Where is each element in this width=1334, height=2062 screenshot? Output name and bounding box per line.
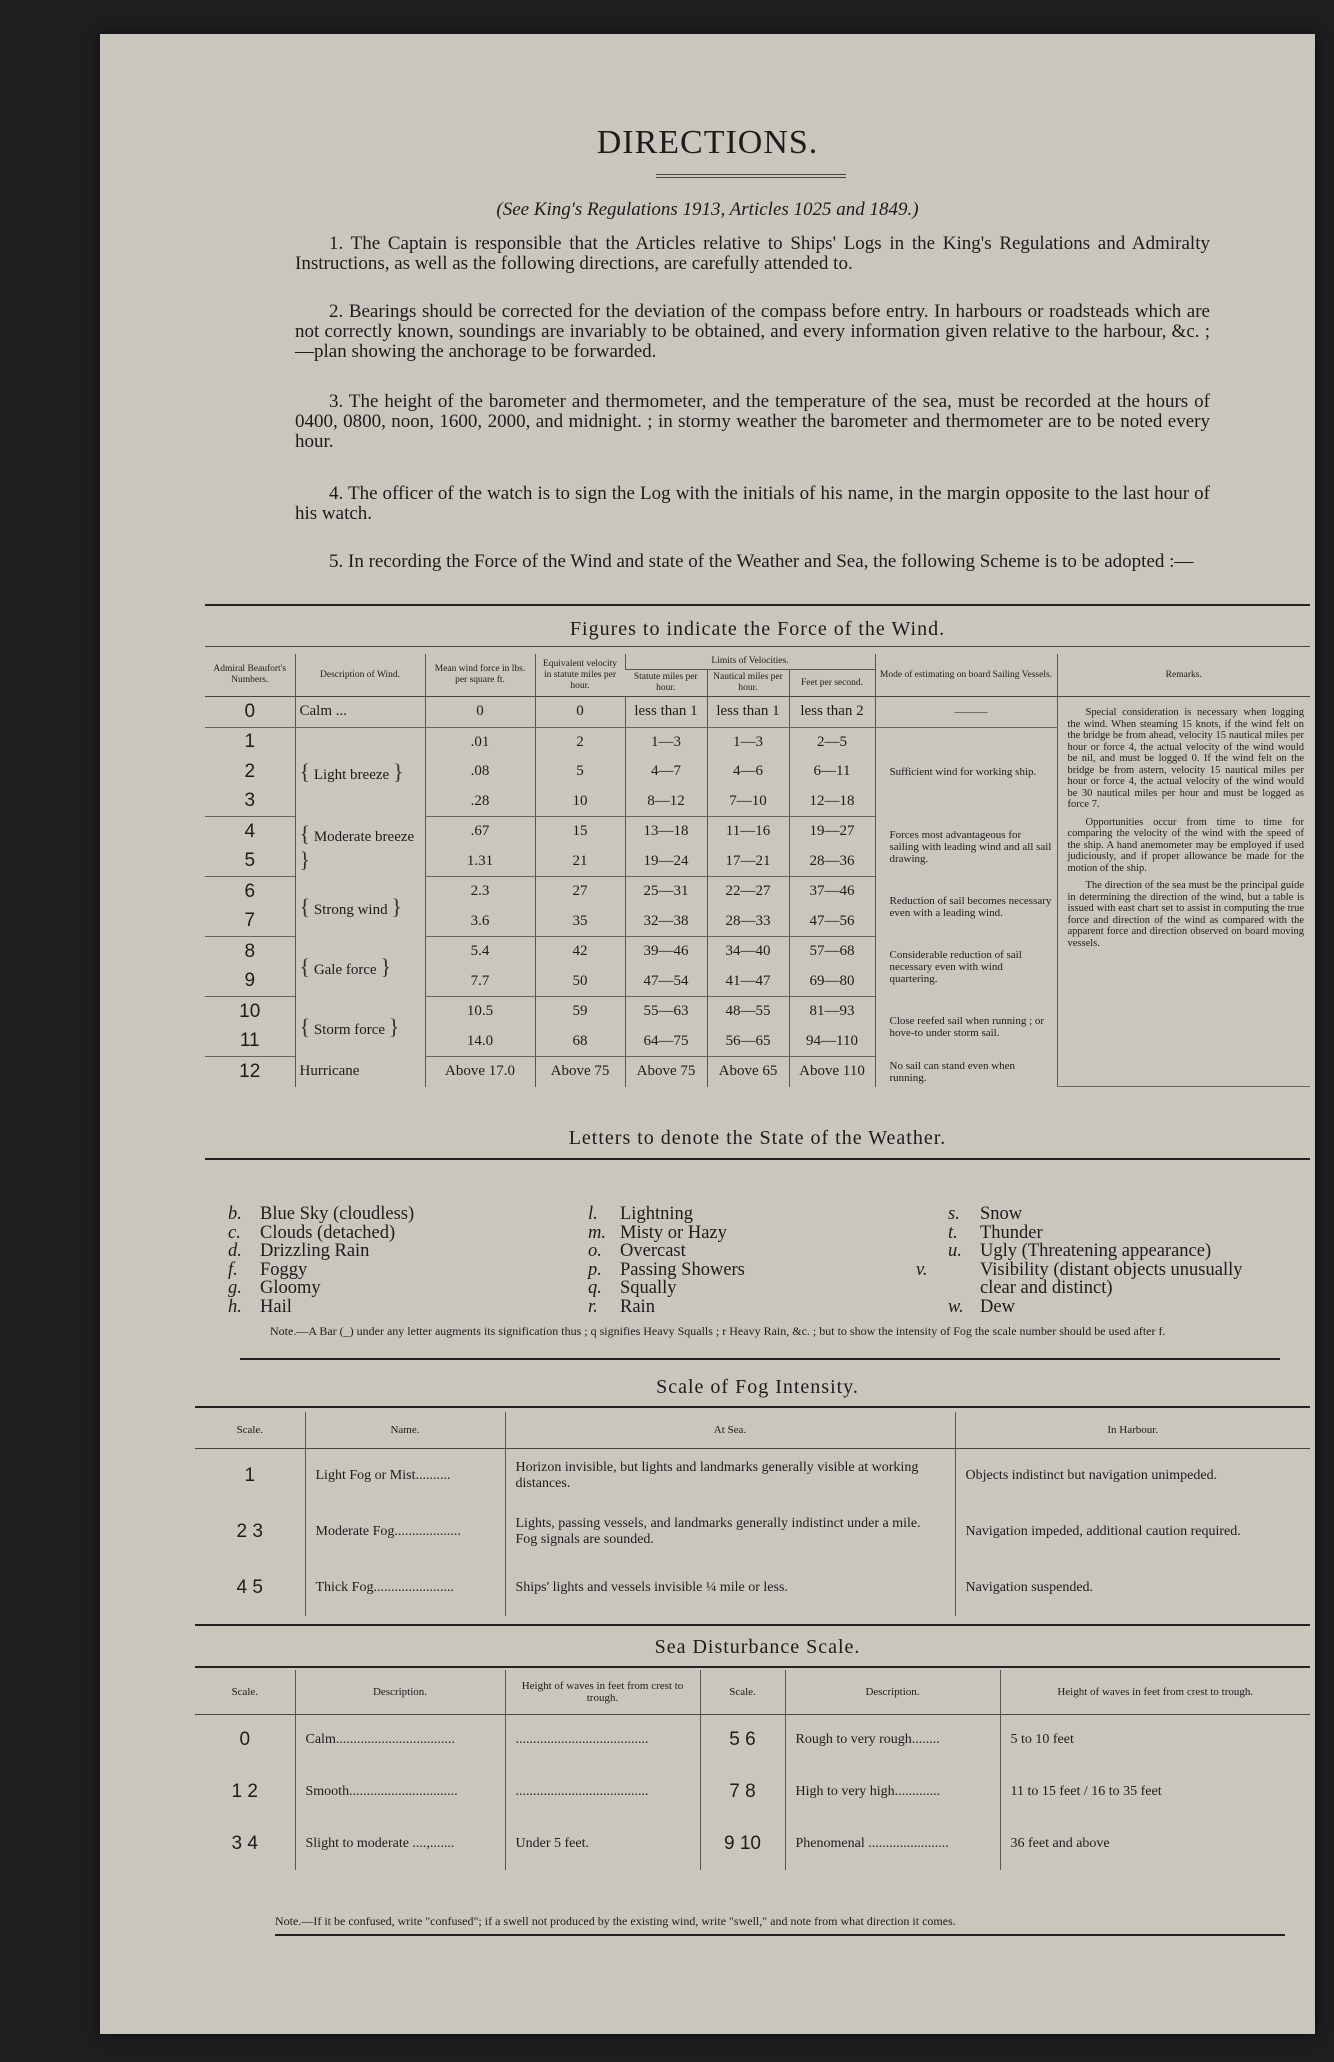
- wind-description-text: Storm force: [313, 1021, 386, 1038]
- wind-force: 1.31: [425, 847, 535, 877]
- wind-force: 5.4: [425, 937, 535, 967]
- beaufort-number: 2: [244, 760, 256, 782]
- statute-limit: 55—63: [625, 997, 707, 1027]
- feet-limit: 37—46: [789, 877, 875, 907]
- weather-note: Note.—A Bar (_) under any letter augments its signification thus ; q signifies Heavy Squalls ; r Heavy Rain, &c. ; but to show the intensity of Fog the scale number should be used after f.: [270, 1324, 1166, 1338]
- beaufort-number: 11: [205, 1027, 295, 1057]
- fog-row: [195, 1504, 1310, 1560]
- feet-limit: 69—80: [789, 967, 875, 997]
- wind-force: 0: [425, 697, 535, 728]
- statute-limit: 8—12: [625, 787, 707, 817]
- fog-header-name: Name.: [305, 1412, 505, 1448]
- paragraph-2: 2. Bearings should be corrected for the deviation of the compass before entry. In harbours or roadsteads which are not correctly known, soundings are invariably to be obtained, and every information given relative to the harbour, &c. ;—plan showing the anchorage to be forwarded.: [295, 301, 1210, 362]
- sea-height: ......................................: [505, 1766, 700, 1818]
- wind-description-text: Strong wind: [313, 901, 388, 918]
- sea-scale-right: 5 6: [700, 1714, 785, 1766]
- remarks-cell: [1057, 697, 1310, 1087]
- header-statute: Statute miles per hour.: [633, 672, 698, 693]
- wind-description: { Light breeze }: [295, 727, 425, 817]
- header-equivalent: Equivalent velocity in statute miles per hour.: [535, 654, 625, 697]
- sea-scale: 3 4: [231, 1833, 258, 1854]
- weather-entry: t. Thunder: [948, 1222, 1043, 1243]
- statute-limit: 13—18: [625, 817, 707, 847]
- wind-force: .67: [425, 817, 535, 847]
- feet-limit: Above 110: [789, 1057, 875, 1087]
- fog-scale: 2 3: [236, 1521, 263, 1542]
- header-feet: Feet per second.: [789, 670, 875, 697]
- remark-paragraph-3: The direction of the sea must be the principal guide in determining the direction of the wind, but a table is issued with east chart set to assist in computing the true force and direction of the wind as compared with the apparent force and direction observed on board moving vessels.: [1067, 880, 1304, 949]
- wind-force: .28: [425, 787, 535, 817]
- sea-height-right: 5 to 10 feet: [1000, 1714, 1310, 1766]
- wind-description-text: Light breeze: [313, 767, 390, 783]
- beaufort-number: 4: [244, 820, 256, 842]
- header-limits: Limits of Velocities.: [625, 654, 875, 670]
- sea-bottom-rule: [275, 1934, 1285, 1936]
- paragraph-3: 3. The height of the barometer and thermometer, and the temperature of the sea, must be recorded at the hours of 0400, 0800, noon, 1600, 2000, and midnight. ; in stormy weather the barometer and thermometer are to be noted every hour.: [295, 391, 1210, 452]
- nautical-limit: 17—21: [707, 847, 789, 877]
- statute-limit: 1—3: [625, 727, 707, 757]
- sailing-mode: ———: [875, 697, 1057, 728]
- weather-entry: v. Visibility (distant objects unusually clear and distinct): [916, 1259, 1243, 1298]
- nautical-limit: 34—40: [707, 937, 789, 967]
- sea-top-rule: [195, 1666, 1310, 1668]
- wind-force: 10.5: [425, 997, 535, 1027]
- weather-entry: s. Snow: [948, 1204, 1023, 1224]
- paragraph-4: 4. The officer of the watch is to sign the Log with the initials of his name, in the margin opposite to the last hour of his watch.: [295, 483, 1210, 524]
- beaufort-number: 6: [244, 880, 256, 902]
- fog-name: Light Fog or Mist..........: [305, 1448, 505, 1504]
- feet-limit: 12—18: [789, 787, 875, 817]
- weather-entry: d. Drizzling Rain: [228, 1241, 370, 1261]
- wind-force: 7.7: [425, 967, 535, 997]
- weather-entry: q. Squally: [588, 1278, 677, 1298]
- statute-limit: 47—54: [625, 967, 707, 997]
- beaufort-number: 10: [239, 1000, 261, 1022]
- sea-scale: 0: [239, 1729, 251, 1751]
- feet-limit: 19—27: [789, 817, 875, 847]
- fog-name: Moderate Fog...................: [305, 1504, 505, 1560]
- wind-description: Calm ...: [295, 697, 425, 728]
- equivalent-velocity: 68: [535, 1027, 625, 1057]
- nautical-limit: 48—55: [707, 997, 789, 1027]
- weather-heading: Letters to denote the State of the Weather.: [568, 1127, 947, 1149]
- sailing-mode: Close reefed sail when running ; or hove-to under storm sail.: [875, 997, 1057, 1057]
- sea-height-right: 36 feet and above: [1000, 1818, 1310, 1870]
- wind-table-heading: Figures to indicate the Force of the Wind.: [569, 618, 946, 640]
- statute-limit: 64—75: [625, 1027, 707, 1057]
- weather-entry: r. Rain: [588, 1296, 655, 1317]
- remark-paragraph-2: Opportunities occur from time to time for comparing the velocity of the wind with the speed of the ship. A hand anemometer may be employed if used judiciously, and if proper allowance be made for the motion of the ship.: [1067, 816, 1304, 874]
- sea-description: Calm..................................: [295, 1714, 505, 1766]
- wind-force: 14.0: [425, 1027, 535, 1057]
- sailing-mode: Reduction of sail becomes necessary even with a leading wind.: [875, 877, 1057, 937]
- equivalent-velocity: 42: [535, 937, 625, 967]
- header-description: Description of Wind.: [295, 654, 425, 697]
- statute-limit: less than 1: [625, 697, 707, 728]
- sea-height-right: 11 to 15 feet / 16 to 35 feet: [1000, 1766, 1310, 1818]
- beaufort-number: 0: [205, 697, 295, 728]
- wind-force: .08: [425, 757, 535, 787]
- sailing-mode: Forces most advantageous for sailing with leading wind and all sail drawing.: [875, 817, 1057, 877]
- fog-in-harbour: Objects indistinct but navigation unimpeded.: [955, 1448, 1310, 1504]
- sea-heading: Sea Disturbance Scale.: [654, 1636, 861, 1658]
- fog-header-scale: Scale.: [236, 1423, 264, 1436]
- nautical-limit: 28—33: [707, 907, 789, 937]
- remark-paragraph-1: Special consideration is necessary when logging the wind. When steaming 15 knots, if the wind felt on the bridge be from ahead, velocity 15 nautical miles per hour or force 4, the actual velocity of the wind would be nil, and must be logged 0. If the wind felt on the bridge be from astern, velocity 15 nautical miles per hour or force 4, the actual velocity of the wind would be 30 nautical miles per hour and must be logged as force 7.: [1067, 707, 1304, 810]
- sea-description: Slight to moderate ....,.......: [295, 1818, 505, 1870]
- fog-heading: Scale of Fog Intensity.: [656, 1376, 859, 1398]
- weather-entry: l. Lightning: [588, 1204, 693, 1224]
- fog-table: [195, 1412, 1310, 1616]
- sea-header-description: Description.: [295, 1670, 505, 1714]
- sea-description-right: Rough to very rough........: [785, 1714, 1000, 1766]
- weather-top-rule: [205, 1158, 1310, 1160]
- wind-force-table: [205, 654, 1310, 1087]
- fog-in-harbour: Navigation suspended.: [955, 1560, 1310, 1616]
- fog-at-sea: Horizon invisible, but lights and landmarks generally visible at working distances.: [505, 1448, 955, 1504]
- header-remarks: Remarks.: [1057, 654, 1310, 697]
- sea-row: [195, 1818, 1310, 1870]
- title-underline: [656, 174, 846, 178]
- sea-header-height-2: Height of waves in feet from crest to trough.: [1000, 1670, 1310, 1714]
- fog-header-sea: At Sea.: [505, 1412, 955, 1448]
- sea-header-scale-2: Scale.: [700, 1670, 785, 1714]
- beaufort-number: 7: [205, 907, 295, 937]
- feet-limit: 2—5: [789, 727, 875, 757]
- sailing-mode: Considerable reduction of sail necessary even with wind quartering.: [875, 937, 1057, 997]
- page-subtitle: (See King's Regulations 1913, Articles 1025 and 1849.): [496, 199, 919, 220]
- weather-entry: h. Hail: [228, 1296, 292, 1317]
- weather-entry: m. Misty or Hazy: [588, 1222, 727, 1243]
- page-title: DIRECTIONS.: [596, 124, 819, 161]
- wind-description: { Gale force }: [295, 937, 425, 997]
- nautical-limit: 4—6: [707, 757, 789, 787]
- fog-in-harbour: Navigation impeded, additional caution required.: [955, 1504, 1310, 1560]
- statute-limit: Above 75: [625, 1057, 707, 1087]
- weather-entry: o. Overcast: [588, 1241, 686, 1261]
- wind-description-text: Gale force: [313, 961, 377, 978]
- weather-entry: w. Dew: [948, 1296, 1015, 1317]
- feet-limit: 6—11: [789, 757, 875, 787]
- sea-description-right: High to very high.............: [785, 1766, 1000, 1818]
- sea-scale-right: 7 8: [700, 1766, 785, 1818]
- feet-limit: 94—110: [789, 1027, 875, 1057]
- fog-bottom-rule: [195, 1624, 1310, 1626]
- sea-height: ......................................: [505, 1714, 700, 1766]
- wind-heading-rule: [205, 646, 1310, 647]
- fog-at-sea: Ships' lights and vessels invisible ¼ mile or less.: [505, 1560, 955, 1616]
- header-beaufort: Admiral Beaufort's Numbers.: [213, 664, 287, 685]
- fog-top-rule: [195, 1406, 1310, 1408]
- feet-limit: 57—68: [789, 937, 875, 967]
- equivalent-velocity: 10: [535, 787, 625, 817]
- nautical-limit: 41—47: [707, 967, 789, 997]
- equivalent-velocity: Above 75: [535, 1057, 625, 1087]
- sailing-mode: Sufficient wind for working ship.: [875, 727, 1057, 817]
- fog-name: Thick Fog.......................: [305, 1560, 505, 1616]
- weather-entry: u. Ugly (Threatening appearance): [948, 1241, 1212, 1261]
- statute-limit: 32—38: [625, 907, 707, 937]
- feet-limit: 28—36: [789, 847, 875, 877]
- equivalent-velocity: 0: [535, 697, 625, 728]
- nautical-limit: Above 65: [707, 1057, 789, 1087]
- beaufort-number: 9: [205, 967, 295, 997]
- beaufort-number: 1: [244, 731, 256, 753]
- weather-column-2: [588, 1205, 878, 1316]
- wind-description: Hurricane: [295, 1057, 425, 1087]
- sea-header-scale: Scale.: [231, 1685, 259, 1698]
- paragraph-1: 1. The Captain is responsible that the Articles relative to Ships' Logs in the King's Regulations and Admiralty Instructions, as well as the following directions, are carefully attended to.: [295, 233, 1210, 274]
- weather-entry: g. Gloomy: [228, 1278, 321, 1298]
- paragraph-5: 5. In recording the Force of the Wind and state of the Weather and Sea, the following Scheme is to be adopted :—: [329, 551, 1194, 572]
- beaufort-number: 5: [205, 847, 295, 877]
- fog-at-sea: Lights, passing vessels, and landmarks generally indistinct under a mile. Fog signals are sounded.: [505, 1504, 955, 1560]
- statute-limit: 4—7: [625, 757, 707, 787]
- fog-row: [195, 1448, 1310, 1504]
- weather-entry: b. Blue Sky (cloudless): [228, 1204, 415, 1224]
- wind-top-rule: [205, 604, 1310, 606]
- statute-limit: 19—24: [625, 847, 707, 877]
- header-mode: Mode of estimating on board Sailing Vessels.: [875, 654, 1057, 697]
- header-force: Mean wind force in lbs. per square ft.: [425, 654, 535, 697]
- weather-column-1: [228, 1205, 528, 1316]
- wind-force: Above 17.0: [425, 1057, 535, 1087]
- weather-bottom-rule: [240, 1358, 1280, 1360]
- sea-scale-right: 9 10: [700, 1818, 785, 1870]
- header-nautical: Nautical miles per hour.: [707, 670, 789, 697]
- sea-scale: 1 2: [231, 1781, 258, 1802]
- weather-entry: c. Clouds (detached): [228, 1222, 396, 1243]
- beaufort-number: 3: [205, 787, 295, 817]
- nautical-limit: 7—10: [707, 787, 789, 817]
- sea-row: [195, 1766, 1310, 1818]
- equivalent-velocity: 21: [535, 847, 625, 877]
- weather-entry: f. Foggy: [228, 1259, 308, 1280]
- feet-limit: 47—56: [789, 907, 875, 937]
- wind-force: .01: [425, 727, 535, 757]
- sea-description: Smooth...............................: [295, 1766, 505, 1818]
- equivalent-velocity: 35: [535, 907, 625, 937]
- equivalent-velocity: 27: [535, 877, 625, 907]
- feet-limit: less than 2: [789, 697, 875, 728]
- wind-description: { Moderate breeze }: [295, 817, 425, 877]
- nautical-limit: 56—65: [707, 1027, 789, 1057]
- weather-entry: p. Passing Showers: [588, 1259, 745, 1280]
- log-directions-page: [100, 34, 1315, 2034]
- sea-height: Under 5 feet.: [505, 1818, 700, 1870]
- fog-scale: 1: [244, 1465, 256, 1487]
- wind-force: 2.3: [425, 877, 535, 907]
- sea-header-height: Height of waves in feet from crest to trough.: [505, 1670, 700, 1714]
- wind-description: { Storm force }: [295, 997, 425, 1057]
- wind-force: 3.6: [425, 907, 535, 937]
- sea-table: [195, 1670, 1310, 1870]
- sea-description-right: Phenomenal .......................: [785, 1818, 1000, 1870]
- sea-header-description-2: Description.: [785, 1670, 1000, 1714]
- nautical-limit: 22—27: [707, 877, 789, 907]
- wind-description-text: Moderate breeze: [313, 828, 415, 845]
- statute-limit: 25—31: [625, 877, 707, 907]
- fog-scale: 4 5: [236, 1577, 263, 1598]
- equivalent-velocity: 50: [535, 967, 625, 997]
- nautical-limit: 11—16: [707, 817, 789, 847]
- feet-limit: 81—93: [789, 997, 875, 1027]
- beaufort-number: 12: [239, 1060, 261, 1082]
- wind-row: [205, 697, 1310, 728]
- statute-limit: 39—46: [625, 937, 707, 967]
- sea-note: Note.—If it be confused, write "confused"; if a swell not produced by the existing wind, write "swell," and note from what direction it comes.: [275, 1914, 956, 1928]
- nautical-limit: 1—3: [707, 727, 789, 757]
- equivalent-velocity: 2: [535, 727, 625, 757]
- equivalent-velocity: 5: [535, 757, 625, 787]
- fog-header-harbour: In Harbour.: [955, 1412, 1310, 1448]
- sailing-mode: No sail can stand even when running.: [875, 1057, 1057, 1087]
- equivalent-velocity: 59: [535, 997, 625, 1027]
- equivalent-velocity: 15: [535, 817, 625, 847]
- wind-description: { Strong wind }: [295, 877, 425, 937]
- fog-row: [195, 1560, 1310, 1616]
- weather-column-3: [916, 1204, 1278, 1317]
- sea-row: [195, 1714, 1310, 1766]
- beaufort-number: 8: [244, 940, 256, 962]
- nautical-limit: less than 1: [707, 697, 789, 728]
